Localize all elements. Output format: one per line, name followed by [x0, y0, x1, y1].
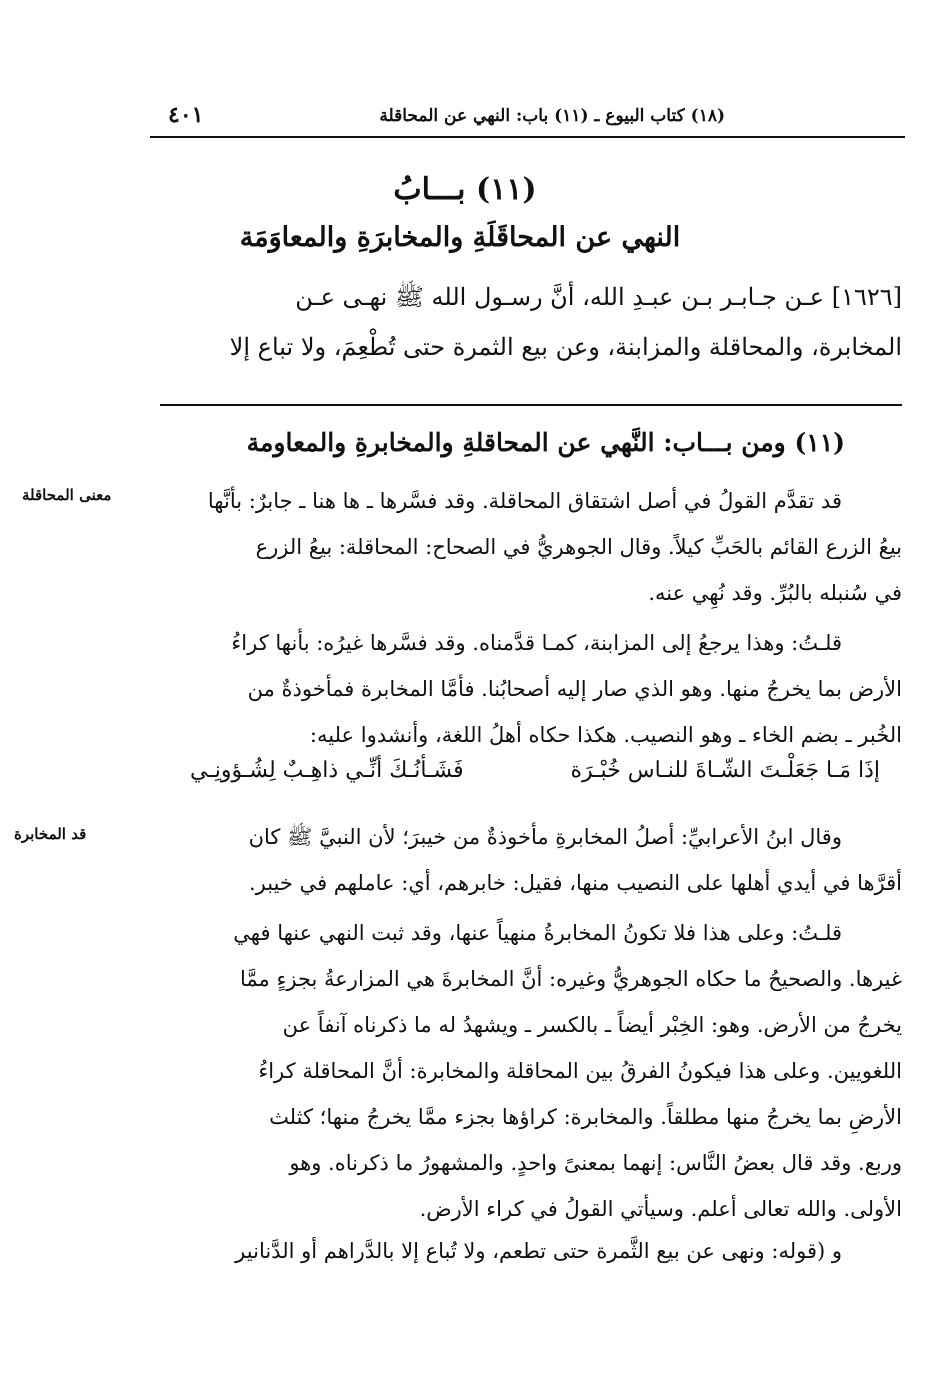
hadith-line: [١٦٢٦] عـن جـابـر بـن عبـدِ الله، أنَّ رسـول الله ﷺ نهـى عـن: [295, 283, 902, 311]
chapter-number: (١١) بـــابُ: [393, 172, 537, 207]
commentary-paragraph: [130, 478, 902, 616]
text-line: و (قوله: ونهى عن بيع الثَّمرة حتى تطعم، ولا تُباع إلا بالدَّراهم أو الدَّنانير: [235, 1239, 842, 1263]
running-header: [150, 96, 905, 138]
text-line: يخرجُ من الأرض. وهو: الخِبْر أيضاً ـ بالكسر ـ ويشهدُ له ما ذكرناه آنفاً عن: [282, 1013, 902, 1037]
text-line: غيرها. والصحيحُ ما حكاه الجوهريُّ وغيره: أنَّ المخابرةَ هي المزارعةُ بجزءٍ ممَّا: [240, 967, 902, 991]
commentary-paragraph: [130, 814, 902, 906]
text-line: قلـتُ: وعلى هذا فلا تكونُ المخابرةُ منهياً عنها، وقد ثبت النهي عنها فهي: [233, 921, 842, 945]
margin-note: قد المخابرة: [14, 825, 87, 843]
text-line: بيعُ الزرع القائم بالحَبِّ كيلاً. وقال الجوهريُّ في الصحاح: المحاقلة: بيعُ الزرع: [255, 535, 902, 559]
text-line: قلـتُ: وهذا يرجعُ إلى المزابنة، كمـا قدَّمناه. وقد فسَّرها غيرُه: بأنها كراءُ: [231, 631, 842, 655]
text-line: وقال ابنُ الأعرابيِّ: أصلُ المخابرةِ مأخوذةٌ من خيبرَ؛ لأن النبيَّ ﷺ كان: [248, 825, 842, 849]
verse-second-hemistich: فَشَـأنُـكَ أنِّـي ذاهِـبٌ لِشُـؤونِـي: [190, 758, 464, 783]
text-line: أقرَّها في أيدي أهلها على النصيب منها، فقيل: خابرهم، أي: عاملهم في خيبر.: [248, 871, 902, 895]
commentary-paragraph: [160, 1228, 902, 1274]
verse-first-hemistich: إذَا مَـا جَعَلْـتَ الشّـاةَ للنـاس خُبْـرَة: [570, 758, 880, 783]
hadith-text: [160, 272, 902, 372]
text-line: في سُنبله بالبُرِّ. وقد نُهِي عنه.: [648, 581, 902, 605]
text-line: قد تقدَّم القولُ في أصل اشتقاق المحاقلة. وقد فسَّرها ـ ها هنا ـ جابرٌ: بأنَّها: [207, 489, 842, 513]
text-line: وربع. وقد قال بعضُ النَّاس: إنهما بمعنىً واحدٍ. والمشهورُ ما ذكرناه. وهو: [289, 1151, 902, 1175]
text-line: الأرضِ بما يخرجُ منها مطلقاً. والمخابرة: كراؤها بجزء ممَّا يخرجُ منها؛ كثلث: [269, 1105, 902, 1129]
margin-note: معنى المحاقلة: [22, 486, 112, 504]
text-line: الأولى. والله تعالى أعلم. وسيأتي القولُ في كراء الأرض.: [419, 1197, 902, 1221]
text-line: الأرض بما يخرجُ منها. وهو الذي صار إليه أصحابُنا. فأمَّا المخابرة فمأخوذةٌ من: [247, 677, 902, 701]
page-number: ٤٠١: [168, 102, 204, 128]
text-line: الخُبر ـ بضم الخاء ـ وهو النصيب. هكذا حكاه أهلُ اللغة، وأنشدوا عليه:: [309, 723, 902, 747]
commentary-heading: (١١) ومن بـــاب: النَّهي عن المحاقلةِ والمخابرةِ والمعاومة: [246, 428, 845, 457]
commentary-paragraph: [160, 620, 902, 758]
running-header-title: (١٨) كتاب البيوع ـ (١١) باب: النهي عن المحاقلة: [379, 106, 725, 126]
commentary-paragraph: [160, 910, 902, 1232]
hadith-line: المخابرة، والمحاقلة والمزابنة، وعن بيع الثمرة حتى تُطْعِمَ، ولا تباع إلا: [229, 333, 902, 361]
chapter-title: النهي عن المحاقَلَةِ والمخابرَةِ والمعاوَمَة: [239, 222, 681, 253]
text-line: اللغويين. وعلى هذا فيكونُ الفرقُ بين المحاقلة والمخابرة: أنَّ المحاقلة كراءُ: [258, 1059, 902, 1083]
poetry-verse: [190, 758, 880, 783]
section-divider: [160, 404, 902, 406]
